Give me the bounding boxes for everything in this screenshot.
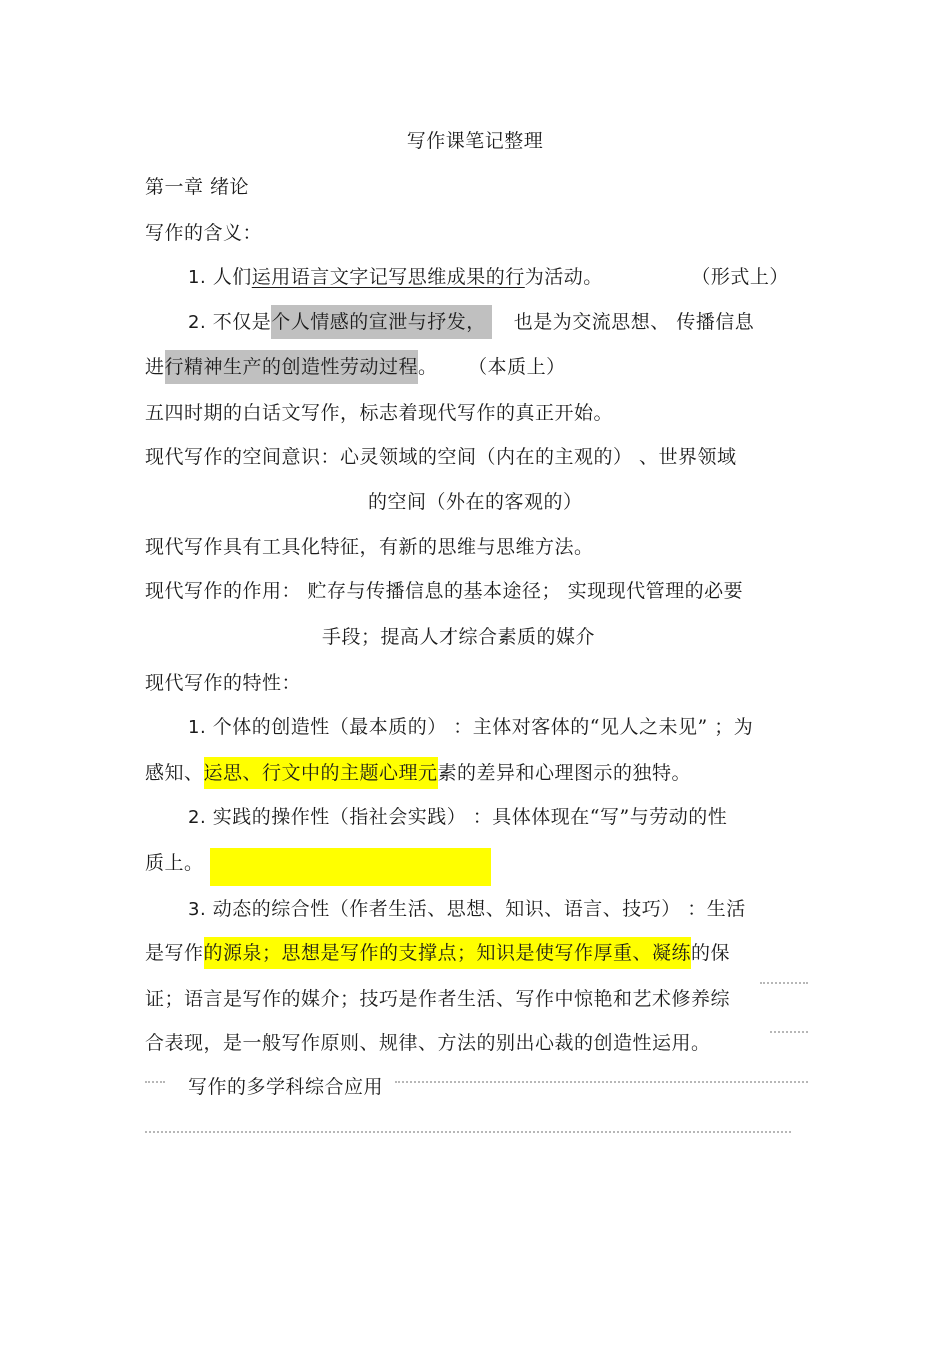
trait-1-line-2: [145, 760, 691, 786]
underlined-text: 运用语言文字记写思维成果的行: [251, 266, 525, 288]
text: 实践的操作性（指社会实践） ：具体体现在“写”与劳动的性: [212, 806, 728, 828]
space-line-1: 现代写作的空间意识：心灵领域的空间（内在的主观的） 、世界领域: [145, 446, 737, 468]
trait-3-line-1: [188, 896, 746, 923]
multidiscipline-heading: 写作的多学科综合应用: [188, 1076, 384, 1098]
text: 素的差异和心理图示的独特。: [437, 762, 692, 784]
trait-1-line-1: [188, 714, 753, 741]
text: 。: [418, 356, 438, 378]
wavy-rule: [770, 1026, 808, 1033]
function-line-2: 手段；提高人才综合素质的媒介: [322, 626, 596, 648]
wavy-rule: [145, 1126, 791, 1133]
wavy-rule: [145, 1076, 165, 1083]
meaning-item-1: [188, 264, 789, 291]
text: 人们: [212, 266, 252, 288]
item-number: 3.: [188, 899, 207, 920]
gray-highlight: 个人情感的宣泄与抒发，: [271, 305, 492, 339]
item-number: 1.: [188, 717, 207, 738]
space-line-2: 的空间（外在的客观的）: [368, 491, 583, 513]
text: 不仅是: [212, 311, 272, 333]
text: 动态的综合性（作者生活、思想、知识、语言、技巧） ：生活: [212, 898, 746, 920]
text: 也是为交流思想、 传播信息: [513, 311, 755, 333]
trait-3-line-2: [145, 940, 730, 966]
note: （形式上）: [691, 266, 789, 288]
text: 感知、: [145, 762, 204, 784]
trait-2-line-1: [188, 804, 727, 831]
meaning-item-2: [188, 309, 754, 336]
note: （本质上）: [468, 356, 566, 378]
function-line-1: 现代写作的作用： 贮存与传播信息的基本途径； 实现现代管理的必要: [145, 580, 744, 602]
may4-paragraph: 五四时期的白话文写作，标志着现代写作的真正开始。: [145, 402, 614, 424]
text: 个体的创造性（最本质的） ：主体对客体的“见人之未见” ；为: [212, 716, 754, 738]
yellow-highlight: 的源泉；思想是写作的支撑点；知识是使写作厚重、凝练: [204, 937, 692, 969]
text: 进: [145, 356, 165, 378]
page-title: 写作课笔记整理: [406, 130, 544, 152]
text: 为活动。: [524, 266, 603, 288]
trait-3-line-4: 合表现，是一般写作原则、规律、方法的别出心裁的创造性运用。: [145, 1032, 711, 1054]
wavy-rule: [760, 977, 808, 984]
trait-2-line-2: 质上。: [145, 852, 204, 874]
trait-3-line-3: 证；语言是写作的媒介；技巧是作者生活、写作中惊艳和艺术修养综: [145, 988, 731, 1010]
traits-heading: 现代写作的特性：: [145, 672, 302, 694]
tool-paragraph: 现代写作具有工具化特征，有新的思维与思维方法。: [145, 536, 594, 558]
yellow-highlight: 运思、行文中的主题心理元: [204, 757, 438, 789]
wavy-rule: [395, 1076, 808, 1083]
text: 的保: [691, 942, 731, 964]
item-number: 1.: [188, 267, 207, 288]
item-number: 2.: [188, 312, 207, 333]
meaning-heading: 写作的含义：: [145, 222, 263, 244]
meaning-item-2-line2: [145, 354, 566, 380]
gray-highlight: 行精神生产的创造性劳动过程: [165, 350, 419, 384]
chapter-heading: 第一章 绪论: [145, 176, 250, 198]
yellow-highlight-box: [210, 848, 491, 886]
item-number: 2.: [188, 807, 207, 828]
text: 是写作: [145, 942, 204, 964]
